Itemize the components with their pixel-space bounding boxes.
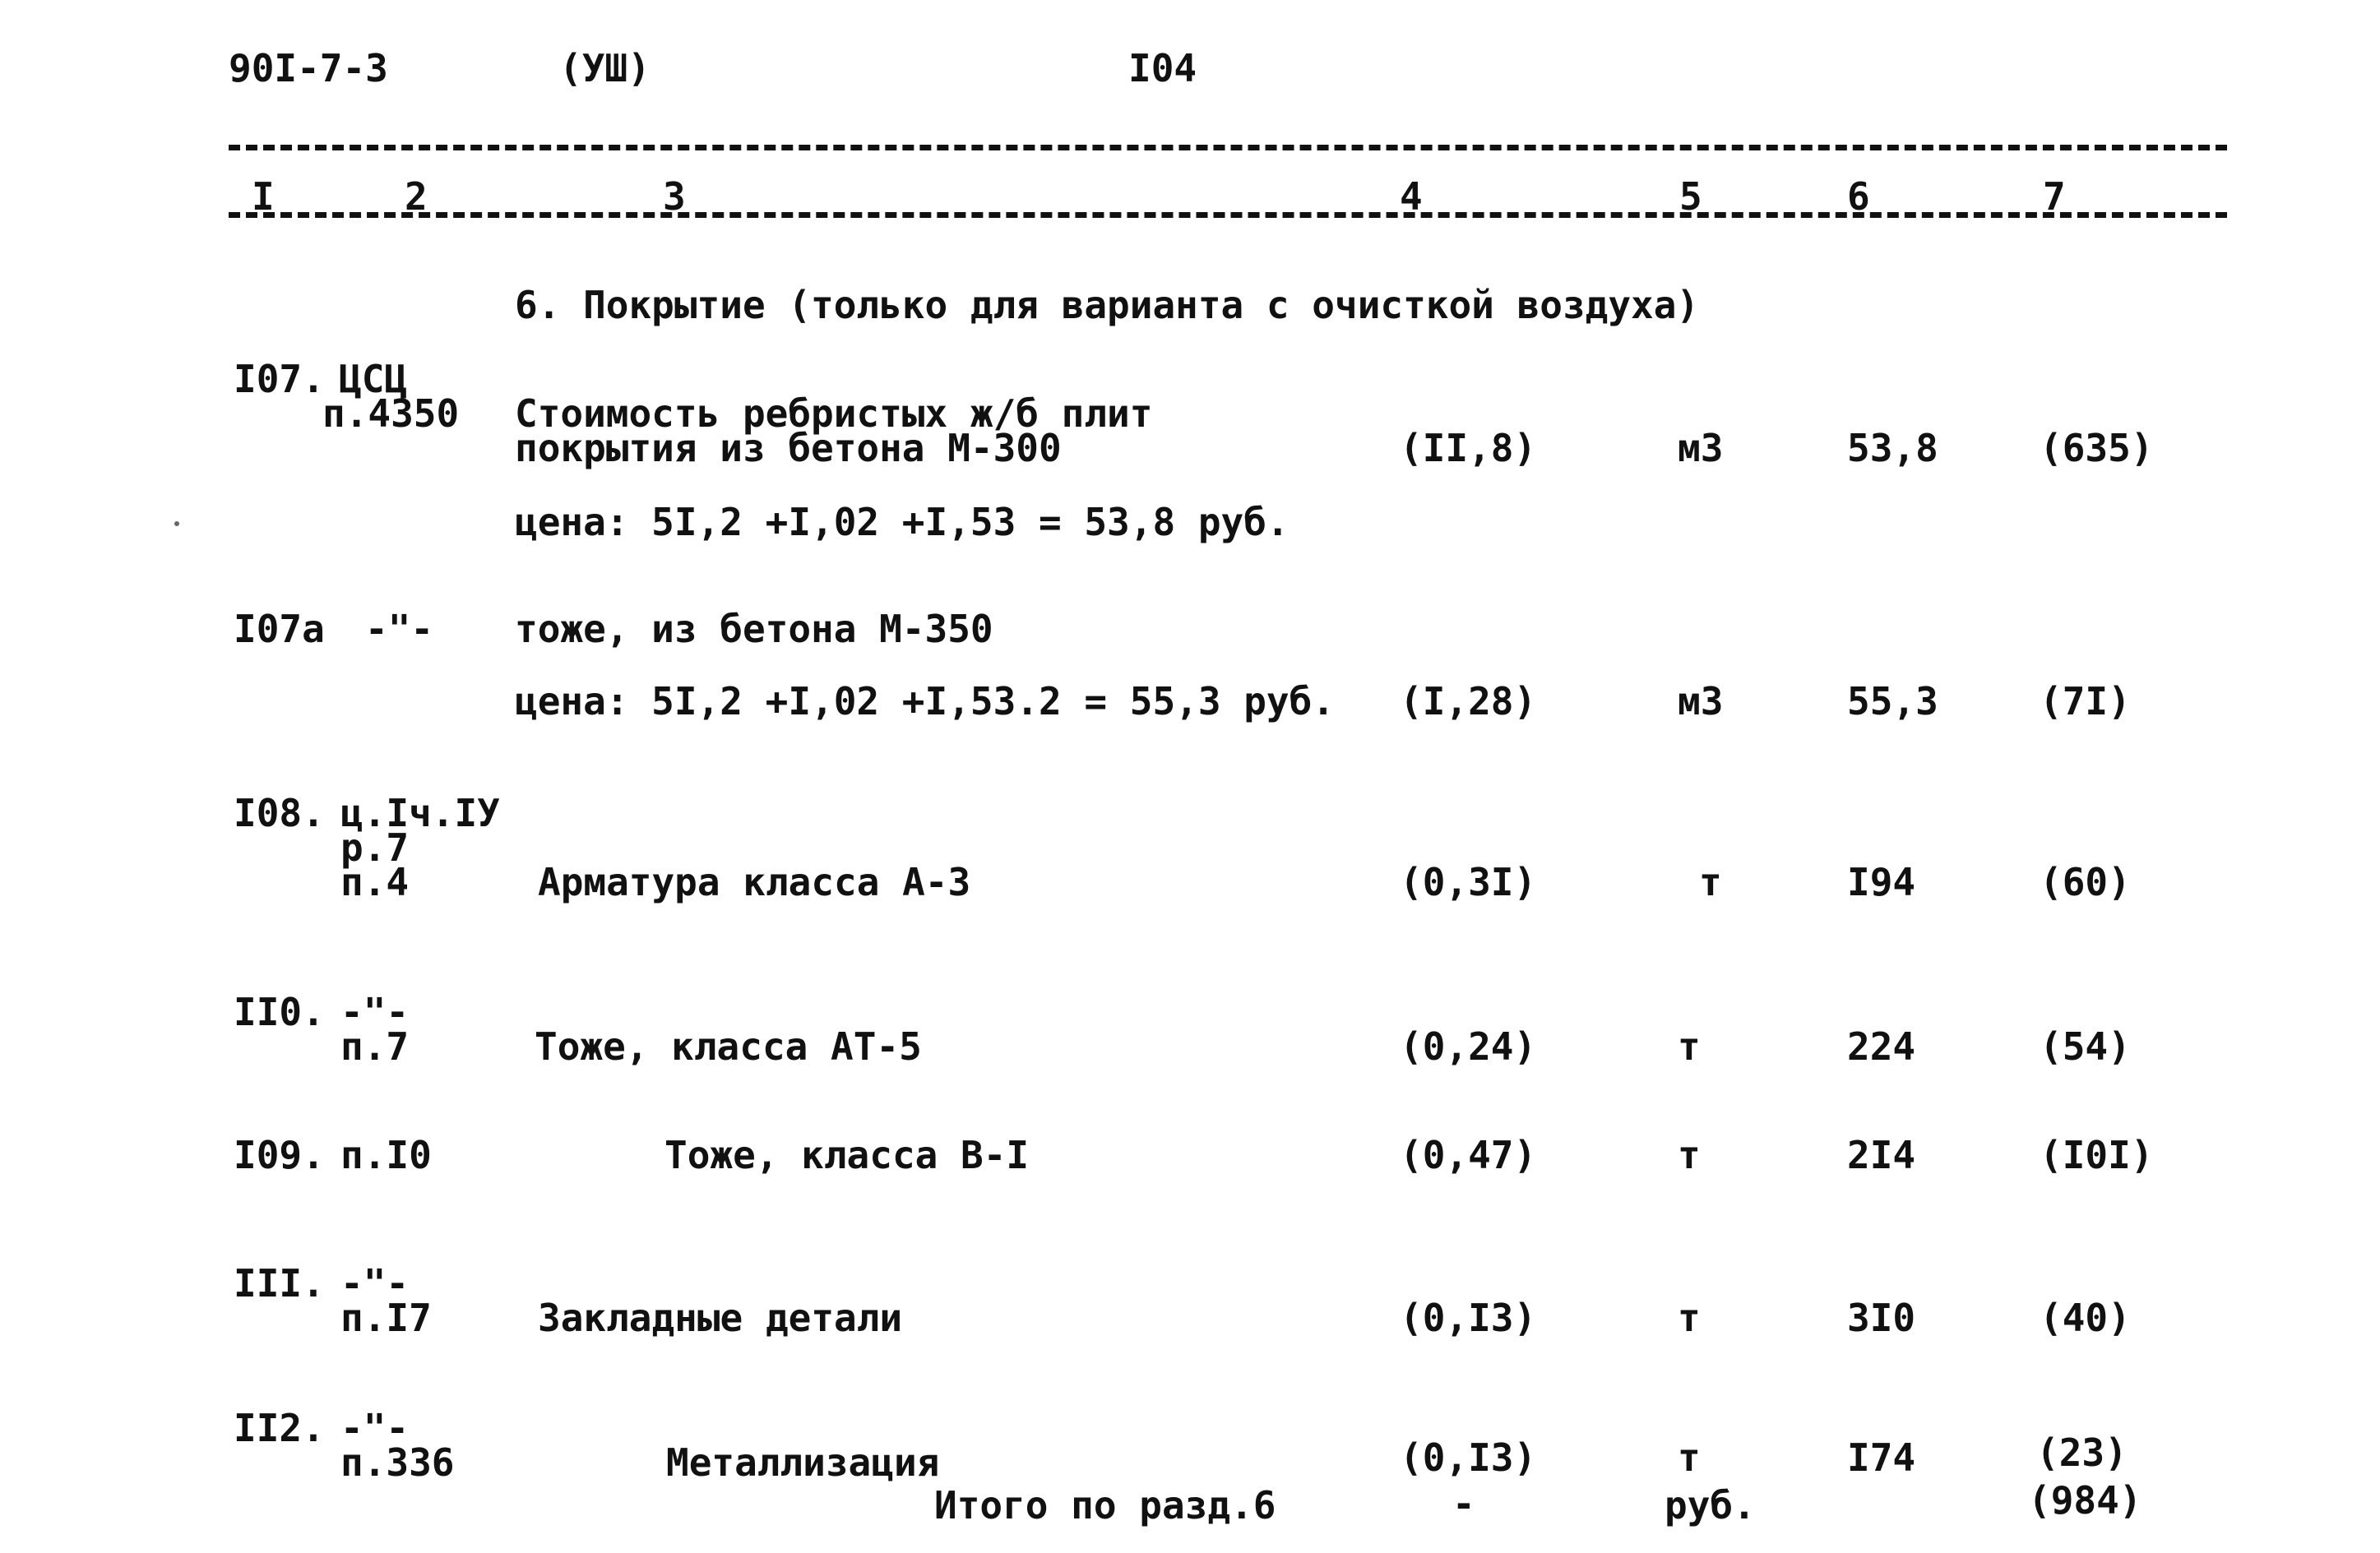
row-reference: р.7 <box>340 825 410 870</box>
row-number: III. <box>234 1261 325 1306</box>
column-number-7: 7 <box>2043 174 2066 219</box>
row-price: 224 <box>1847 1024 1916 1069</box>
column-number-3: 3 <box>663 174 686 219</box>
row-number: II0. <box>234 990 325 1034</box>
row-total: (I0I) <box>2040 1133 2154 1177</box>
page-number: I04 <box>1128 46 1197 90</box>
row-unit: т <box>1678 1133 1701 1177</box>
row-quantity: (I,28) <box>1400 679 1537 723</box>
row-total: (60) <box>2040 860 2131 904</box>
column-number-4: 4 <box>1400 174 1423 219</box>
row-reference: п.I7 <box>340 1296 432 1340</box>
row-reference: п.7 <box>340 1024 410 1069</box>
row-total: (54) <box>2040 1024 2131 1069</box>
row-quantity: (0,47) <box>1400 1133 1537 1177</box>
row-reference: -"- <box>340 1261 410 1306</box>
summary-unit: руб. <box>1665 1483 1756 1528</box>
row-quantity: (0,I3) <box>1400 1435 1537 1480</box>
row-number: I09. <box>234 1133 325 1177</box>
row-unit: т <box>1678 1024 1701 1069</box>
column-number-1: I <box>252 174 275 219</box>
row-number: I07а <box>234 607 325 651</box>
document-code: 90I-7-3 <box>229 46 388 90</box>
summary-quantity: - <box>1452 1481 1475 1526</box>
row-reference: п.I0 <box>340 1133 432 1177</box>
row-reference: п.4 <box>340 860 410 904</box>
row-note: цена: 5I,2 +I,02 +I,53 = 53,8 руб. <box>515 500 1290 544</box>
row-price: 2I4 <box>1847 1133 1916 1177</box>
row-total: (23) <box>2036 1431 2128 1475</box>
column-number-6: 6 <box>1847 174 1870 219</box>
row-reference: ц.Iч.IУ <box>340 791 500 835</box>
row-unit: т <box>1678 1435 1701 1480</box>
row-reference: ЦСЦ <box>339 357 408 401</box>
row-quantity: (0,3I) <box>1400 860 1537 904</box>
row-price: 55,3 <box>1847 679 1938 723</box>
row-reference: п.4350 <box>322 391 460 436</box>
row-unit: т <box>1699 860 1722 904</box>
row-unit: м3 <box>1678 426 1724 470</box>
row-unit: т <box>1678 1296 1701 1340</box>
volume-label: (УШ) <box>559 46 651 90</box>
row-number: II2. <box>234 1406 325 1450</box>
row-price: I74 <box>1847 1435 1916 1480</box>
row-quantity: (0,I3) <box>1400 1296 1537 1340</box>
column-number-5: 5 <box>1679 174 1702 219</box>
row-description: Стоимость ребристых ж/б плит <box>515 391 1153 436</box>
row-reference: -"- <box>365 607 434 651</box>
row-number: I07. <box>234 357 325 401</box>
summary-label: Итого по разд.6 <box>934 1483 1276 1528</box>
row-reference: -"- <box>340 990 410 1034</box>
row-reference: -"- <box>340 1406 410 1450</box>
header-rule-bottom <box>229 212 2227 218</box>
row-total: (40) <box>2040 1296 2131 1340</box>
row-total: (635) <box>2040 426 2154 470</box>
row-quantity: (II,8) <box>1400 426 1537 470</box>
row-price: 3I0 <box>1847 1296 1916 1340</box>
column-number-2: 2 <box>405 174 428 219</box>
row-description: Металлизация <box>666 1440 940 1485</box>
row-description: Арматура класса А-3 <box>538 860 971 904</box>
row-note: цена: 5I,2 +I,02 +I,53.2 = 55,3 руб. <box>515 679 1335 723</box>
row-price: 53,8 <box>1847 426 1938 470</box>
section-title: 6. Покрытие (только для варианта с очисткой воздуха) <box>515 283 1700 327</box>
row-unit: м3 <box>1678 679 1724 723</box>
row-description: Тоже, класса В-I <box>664 1133 1030 1177</box>
row-number: I08. <box>234 791 325 835</box>
row-quantity: (0,24) <box>1400 1024 1537 1069</box>
summary-total: (984) <box>2028 1478 2142 1523</box>
row-description: покрытия из бетона М-300 <box>515 426 1062 470</box>
row-description: Закладные детали <box>538 1296 903 1340</box>
row-reference: п.336 <box>340 1440 455 1485</box>
header-rule-top <box>229 145 2227 150</box>
row-description: тоже, из бетона М-350 <box>515 607 993 651</box>
row-description: Тоже, класса АТ-5 <box>535 1024 922 1069</box>
row-total: (7I) <box>2040 679 2131 723</box>
row-price: I94 <box>1847 860 1916 904</box>
stray-dot <box>174 521 179 526</box>
